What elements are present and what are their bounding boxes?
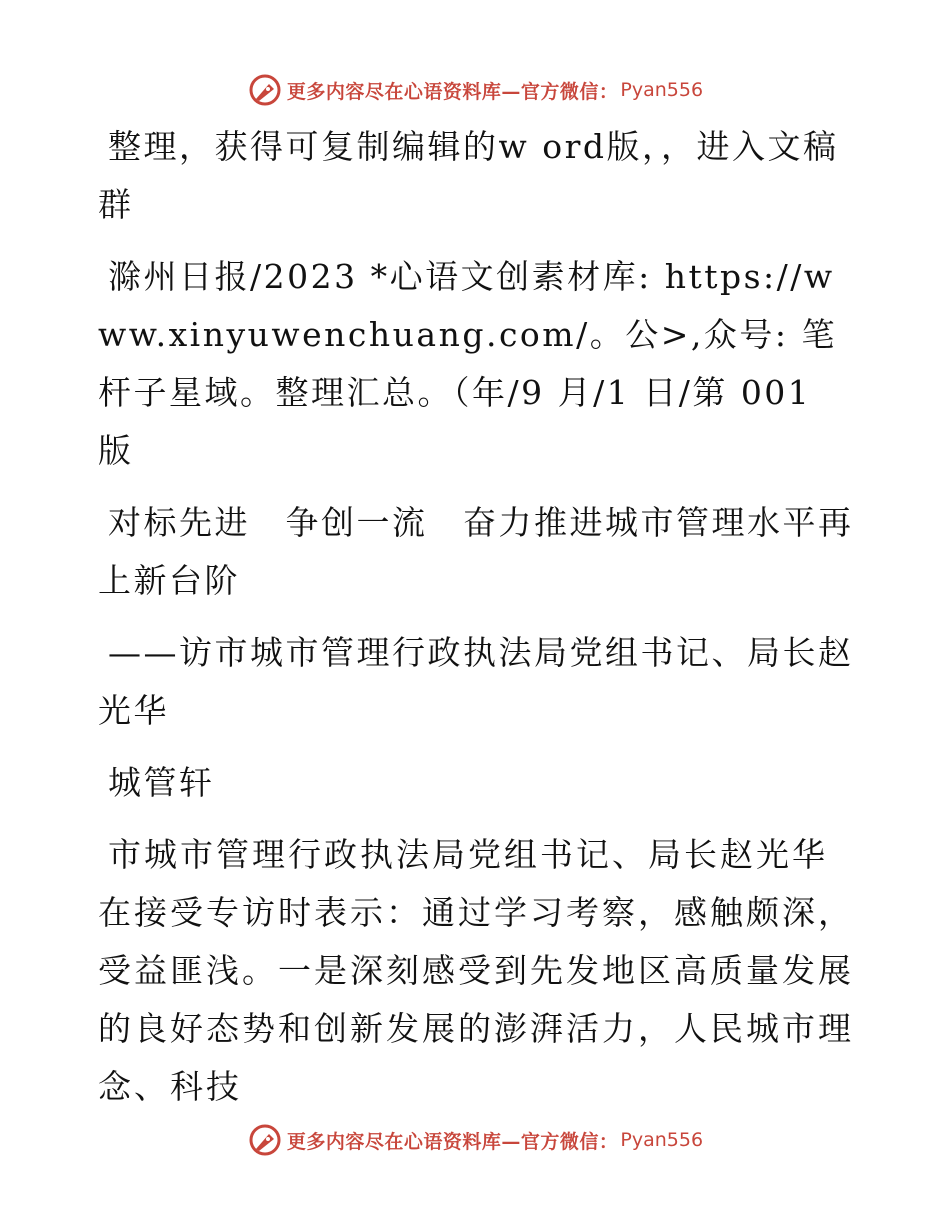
watermark-header <box>0 70 950 110</box>
source-paragraph: 滁州日报/2023 *心语文创素材库: https://www.xinyuwenchuang.com/。公>,众号: 笔杆子星域。整理汇总。（年/9 月/1 日/第 001 版 <box>98 257 837 470</box>
article-author: 城管轩 <box>108 763 215 802</box>
intro-paragraph: 整理，获得可复制编辑的w ord版，，进入文稿群 <box>98 127 839 224</box>
watermark-wechat-id: Pyan556 <box>620 1129 704 1151</box>
article-body-paragraph: 市城市管理行政执法局党组书记、局长赵光华在接受专访时表示：通过学习考察，感触颇深，受益匪浅。一是深刻感受到先发地区高质量发展的良好态势和创新发展的澎湃活力，人民城市理念、科技 <box>98 835 854 1106</box>
watermark-footer <box>0 1120 950 1160</box>
watermark-text: 更多内容尽在心语资料库—官方微信： <box>286 80 619 103</box>
pen-nib-icon <box>247 1122 283 1158</box>
article-subtitle: ——访市城市管理行政执法局党组书记、局长赵光华 <box>98 633 854 730</box>
document-body <box>98 118 858 1116</box>
watermark-wechat-id: Pyan556 <box>620 79 704 101</box>
pen-nib-icon <box>247 72 283 108</box>
watermark-text: 更多内容尽在心语资料库—官方微信： <box>286 1130 619 1153</box>
article-title: 对标先进 争创一流 奋力推进城市管理水平再上新台阶 <box>98 503 854 600</box>
